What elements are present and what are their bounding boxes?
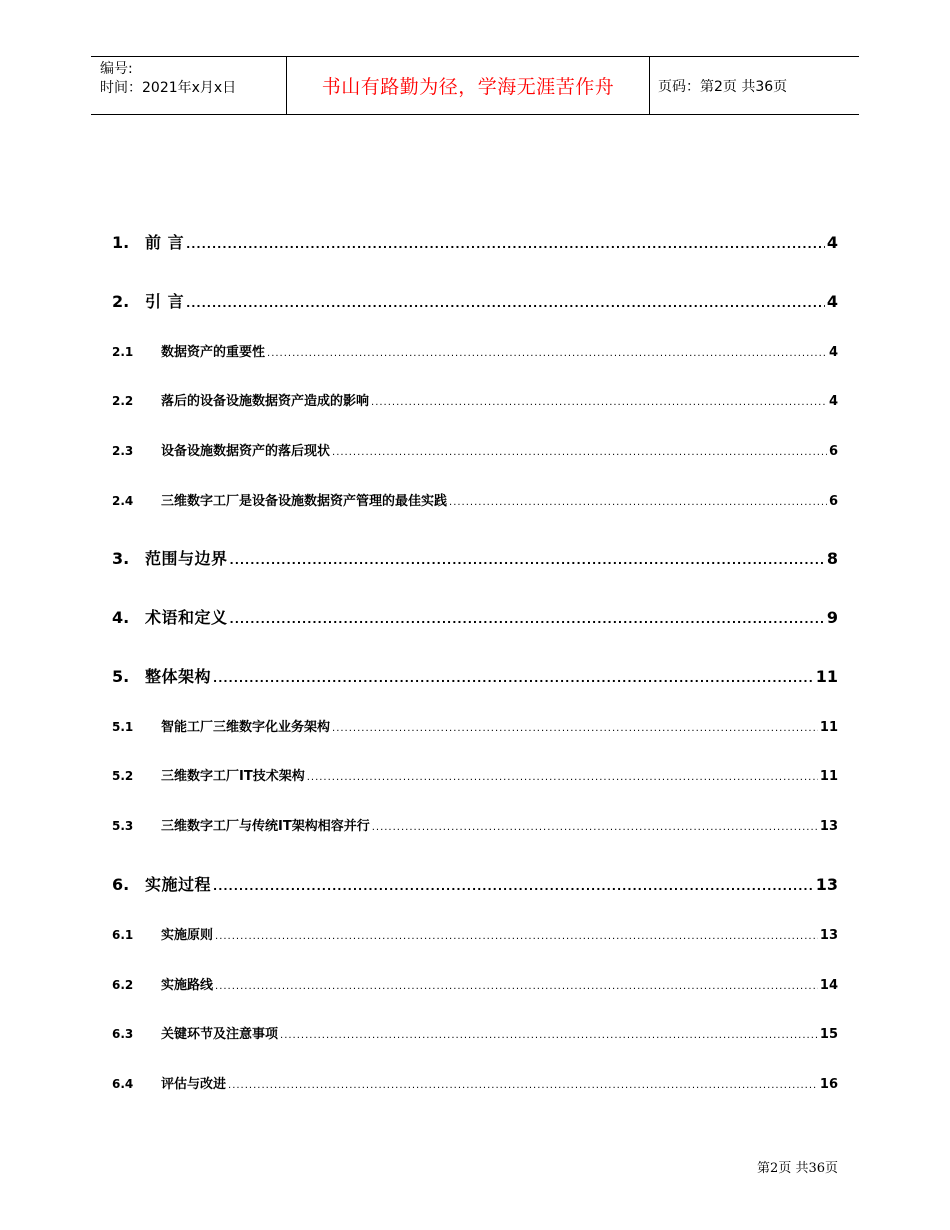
toc-entry-page: 8 — [826, 549, 838, 568]
toc-entry-page: 4 — [826, 233, 838, 252]
toc-entry[interactable] — [112, 341, 838, 360]
toc-dot-leader — [230, 613, 825, 626]
toc-entry-number: 5.1 — [112, 720, 134, 734]
toc-entry-number: 2.3 — [112, 444, 134, 458]
toc-entry[interactable] — [112, 390, 838, 409]
toc-entry-number: 1. — [112, 233, 130, 252]
toc-entry-title: 实施过程 — [145, 875, 212, 894]
toc-entry[interactable] — [112, 716, 838, 735]
toc-dot-leader — [230, 554, 825, 567]
toc-entry-title: 落后的设备设施数据资产造成的影响 — [161, 394, 370, 409]
toc-dot-leader — [186, 238, 825, 251]
toc-entry[interactable] — [112, 289, 838, 312]
toc-entry-title: 三维数字工厂IT技术架构 — [161, 769, 305, 784]
toc-dot-leader — [228, 1080, 818, 1091]
toc-entry-title: 数据资产的重要性 — [161, 345, 266, 360]
toc-entry-title: 前 言 — [145, 233, 185, 252]
toc-entry[interactable] — [112, 440, 838, 459]
footer-page-number: 第2页 共36页 — [757, 1161, 838, 1176]
toc-entry-title: 智能工厂三维数字化业务架构 — [161, 720, 331, 735]
toc-dot-leader — [186, 297, 825, 310]
toc-entry-number: 5.3 — [112, 819, 134, 833]
toc-dot-leader — [332, 447, 827, 458]
toc-dot-leader — [213, 672, 814, 685]
toc-entry-title: 实施原则 — [161, 928, 214, 943]
toc-entry[interactable] — [112, 605, 838, 628]
toc-entry-page: 13 — [815, 875, 838, 894]
toc-entry-page: 4 — [828, 394, 838, 409]
toc-entry[interactable] — [112, 924, 838, 943]
page-footer — [757, 1157, 838, 1176]
toc-entry-number: 4. — [112, 608, 130, 627]
toc-entry-page: 15 — [819, 1027, 838, 1042]
toc-dot-leader — [213, 880, 814, 893]
toc-entry[interactable] — [112, 1023, 838, 1042]
toc-entry[interactable] — [112, 1073, 838, 1092]
toc-entry[interactable] — [112, 765, 838, 784]
toc-entry-page: 6 — [828, 494, 838, 509]
toc-entry-title: 引 言 — [145, 292, 185, 311]
toc-entry[interactable] — [112, 974, 838, 993]
toc-entry-page: 16 — [819, 1077, 838, 1092]
toc-entry-title: 实施路线 — [161, 978, 214, 993]
toc-entry-page: 14 — [819, 978, 838, 993]
toc-entry[interactable] — [112, 815, 838, 834]
toc-dot-leader — [372, 822, 818, 833]
toc-entry-page: 11 — [819, 769, 838, 784]
toc-dot-leader — [371, 397, 827, 408]
toc-entry-number: 3. — [112, 549, 130, 568]
toc-dot-leader — [280, 1030, 818, 1041]
toc-entry-title: 整体架构 — [145, 667, 212, 686]
toc-entry-number: 6.2 — [112, 978, 134, 992]
toc-entry[interactable] — [112, 664, 838, 687]
toc-entry-title: 范围与边界 — [145, 549, 228, 568]
toc-dot-leader — [215, 981, 818, 992]
toc-entry-number: 2. — [112, 292, 130, 311]
toc-entry-number: 6.1 — [112, 928, 134, 942]
toc-entry-title: 评估与改进 — [161, 1077, 227, 1092]
toc-entry-page: 11 — [815, 667, 838, 686]
toc-entry-number: 5.2 — [112, 769, 134, 783]
toc-entry-number: 2.1 — [112, 345, 134, 359]
motto-text: 书山有路勤为径，学海无涯苦作舟 — [321, 76, 615, 98]
toc-entry-title: 三维数字工厂是设备设施数据资产管理的最佳实践 — [161, 494, 448, 509]
toc-entry-page: 6 — [828, 444, 838, 459]
toc-entry-page: 4 — [826, 292, 838, 311]
toc-entry-title: 三维数字工厂与传统IT架构相容并行 — [161, 819, 370, 834]
toc-entry-page: 13 — [819, 819, 838, 834]
toc-entry-number: 6.4 — [112, 1077, 134, 1091]
time-label: 时间：2021年x月x日 — [100, 80, 237, 96]
toc-entry-page: 4 — [828, 345, 838, 360]
toc-entry-number: 6.3 — [112, 1027, 134, 1041]
toc-entry-number: 2.4 — [112, 494, 134, 508]
toc-entry-page: 11 — [819, 720, 838, 735]
toc-entry-page: 9 — [826, 608, 838, 627]
toc-dot-leader — [332, 723, 818, 734]
toc-entry-title: 关键环节及注意事项 — [161, 1027, 279, 1042]
header-page-label: 页码：第2页 共36页 — [658, 78, 788, 95]
toc-entry-title: 设备设施数据资产的落后现状 — [161, 444, 331, 459]
toc-entry-number: 5. — [112, 667, 130, 686]
toc-entry-page: 13 — [819, 928, 838, 943]
toc-entry-number: 2.2 — [112, 394, 134, 408]
toc-entry-title: 术语和定义 — [145, 608, 228, 627]
toc-dot-leader — [215, 931, 818, 942]
toc-entry-number: 6. — [112, 875, 130, 894]
toc-entry[interactable] — [112, 872, 838, 895]
toc-entry[interactable] — [112, 230, 838, 253]
toc-dot-leader — [307, 772, 818, 783]
toc-entry[interactable] — [112, 546, 838, 569]
serial-label: 编号: — [100, 61, 133, 77]
toc-dot-leader — [267, 348, 827, 359]
toc-dot-leader — [449, 497, 827, 508]
toc-entry[interactable] — [112, 490, 838, 509]
